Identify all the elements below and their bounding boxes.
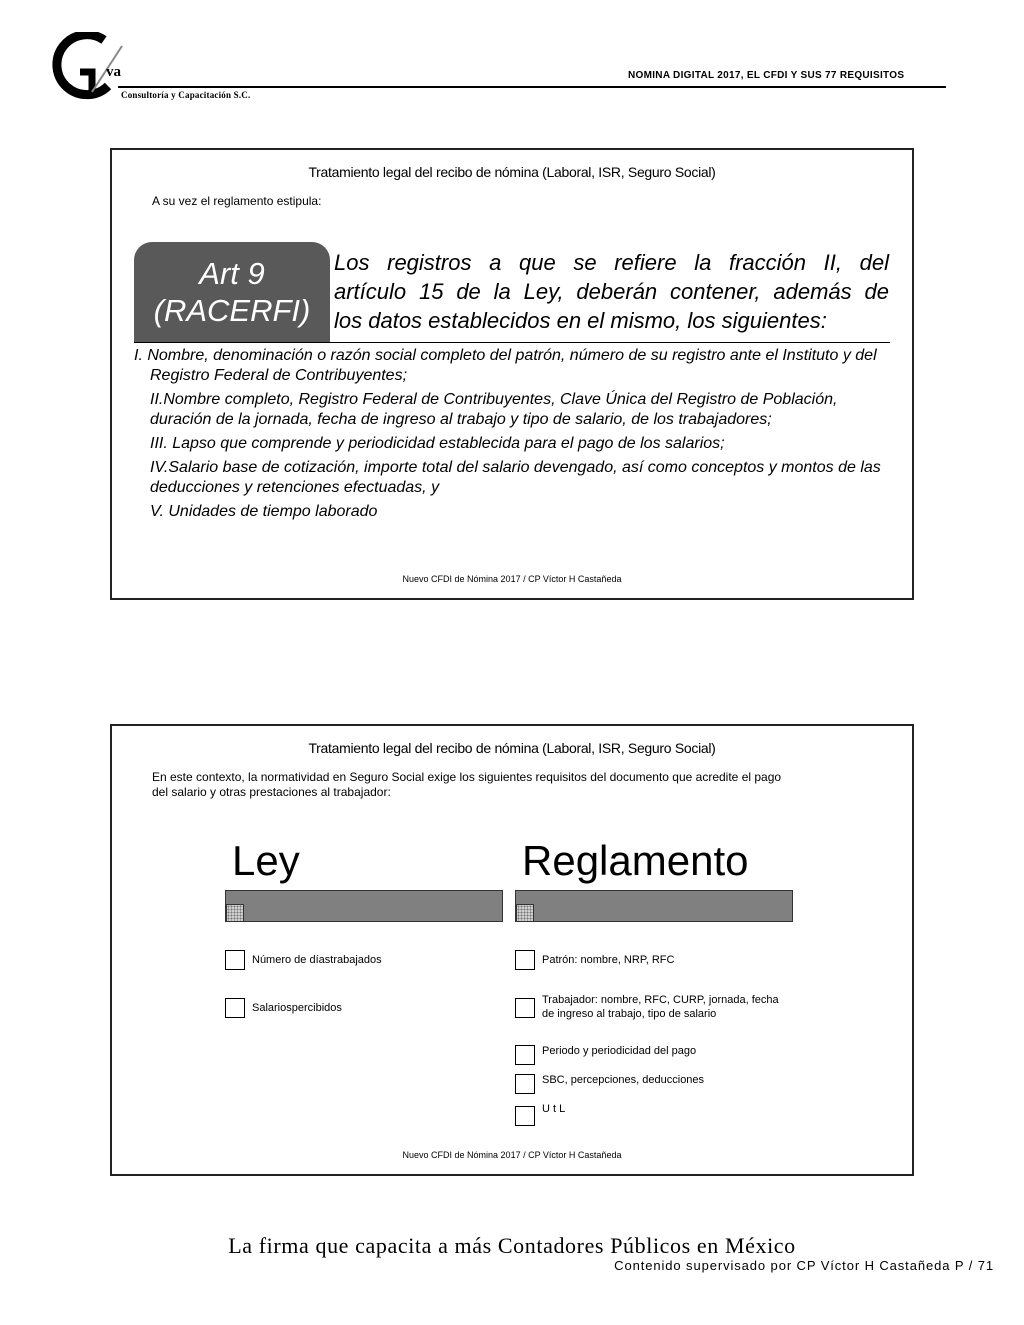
reglamento-item-label: de ingreso al trabajo, tipo de salario (542, 1008, 717, 1020)
article-text-line: los datos establecidos en el mismo, los siguientes: (334, 308, 827, 333)
ley-heading: Ley (232, 837, 300, 884)
checkbox-reg-patron[interactable] (515, 950, 535, 970)
slide-ley-reglamento (110, 724, 914, 1176)
document-title: NOMINA DIGITAL 2017, EL CFDI Y SUS 77 REQUISITOS (628, 70, 905, 81)
list-item: IV.Salario base de cotización, importe total del salario devengado, así como conceptos y montos de las deducciones y retenciones efectuadas, y (150, 459, 881, 496)
ley-item-label: Salariospercibidos (252, 1002, 342, 1014)
article-number: Art 9 (199, 256, 265, 291)
checkbox-ley-salarios[interactable] (225, 998, 245, 1018)
company-name: Consultoría y Capacitación S.C. (121, 90, 251, 100)
article-source: (RACERFI) (153, 293, 311, 328)
reglamento-item-label: U t L (542, 1103, 566, 1115)
reglamento-item-label: Periodo y periodicidad del pago (542, 1045, 697, 1057)
ley-bar-marker (226, 904, 244, 922)
reglamento-bar (515, 890, 793, 922)
reglamento-heading: Reglamento (522, 837, 749, 884)
page-tagline: La firma que capacita a más Contadores Públicos en México (228, 1233, 796, 1258)
page-supervised-note: Contenido supervisado por CP Víctor H Castañeda P / 71 (614, 1258, 994, 1273)
checkbox-reg-trabajador[interactable] (515, 998, 535, 1018)
list-item: II.Nombre completo, Registro Federal de Contribuyentes, Clave Única del Registro de Población, duración de la jornada, fecha de ingreso al trabajo y tipo de salario, de los trabajadores; (150, 391, 838, 428)
article-rule (134, 342, 890, 343)
checkbox-reg-sbc[interactable] (515, 1074, 535, 1094)
slide-footer: Nuevo CFDI de Nómina 2017 / CP Víctor H Castañeda (402, 574, 622, 584)
ley-item-label: Número de díastrabajados (252, 954, 382, 966)
slide-intro-line: del salario y otras prestaciones al trabajador: (152, 785, 391, 799)
header-rule (118, 86, 946, 88)
checkbox-reg-utl[interactable] (515, 1106, 535, 1126)
reglamento-item-label: Trabajador: nombre, RFC, CURP, jornada, fecha (542, 994, 779, 1006)
article-label-box (134, 242, 330, 342)
slide-title: Tratamiento legal del recibo de nómina (Laboral, ISR, Seguro Social) (308, 740, 716, 756)
slide-title: Tratamiento legal del recibo de nómina (Laboral, ISR, Seguro Social) (308, 164, 716, 180)
logo-letters: va (106, 64, 121, 80)
reglamento-item-label: SBC, percepciones, deducciones (542, 1074, 705, 1086)
slide-art9 (110, 148, 914, 600)
list-item: III. Lapso que comprende y periodicidad establecida para el pago de los salarios; (150, 435, 725, 452)
slide-footer: Nuevo CFDI de Nómina 2017 / CP Víctor H Castañeda (402, 1150, 622, 1160)
slide-intro-line: En este contexto, la normatividad en Seguro Social exige los siguientes requisitos del documento que acredite el pago (152, 770, 782, 784)
slide-intro: A su vez el reglamento estipula: (152, 194, 322, 208)
list-item: I. Nombre, denominación o razón social completo del patrón, número de su registro ante el Instituto y del Registro Federal de Contribuyentes; (134, 347, 877, 384)
article-text-line: Los registros a que se refiere la fracción II, del (334, 250, 889, 275)
reglamento-bar-marker (516, 904, 534, 922)
article-text-line: artículo 15 de la Ley, deberán contener, además de (334, 279, 889, 304)
list-item: V. Unidades de tiempo laborado (150, 503, 378, 520)
requirements-list (134, 346, 894, 526)
article-text (334, 248, 889, 335)
ley-bar (225, 890, 503, 922)
checkbox-reg-periodo[interactable] (515, 1045, 535, 1065)
reglamento-item-label: Patrón: nombre, NRP, RFC (542, 954, 675, 966)
checkbox-ley-dias[interactable] (225, 950, 245, 970)
